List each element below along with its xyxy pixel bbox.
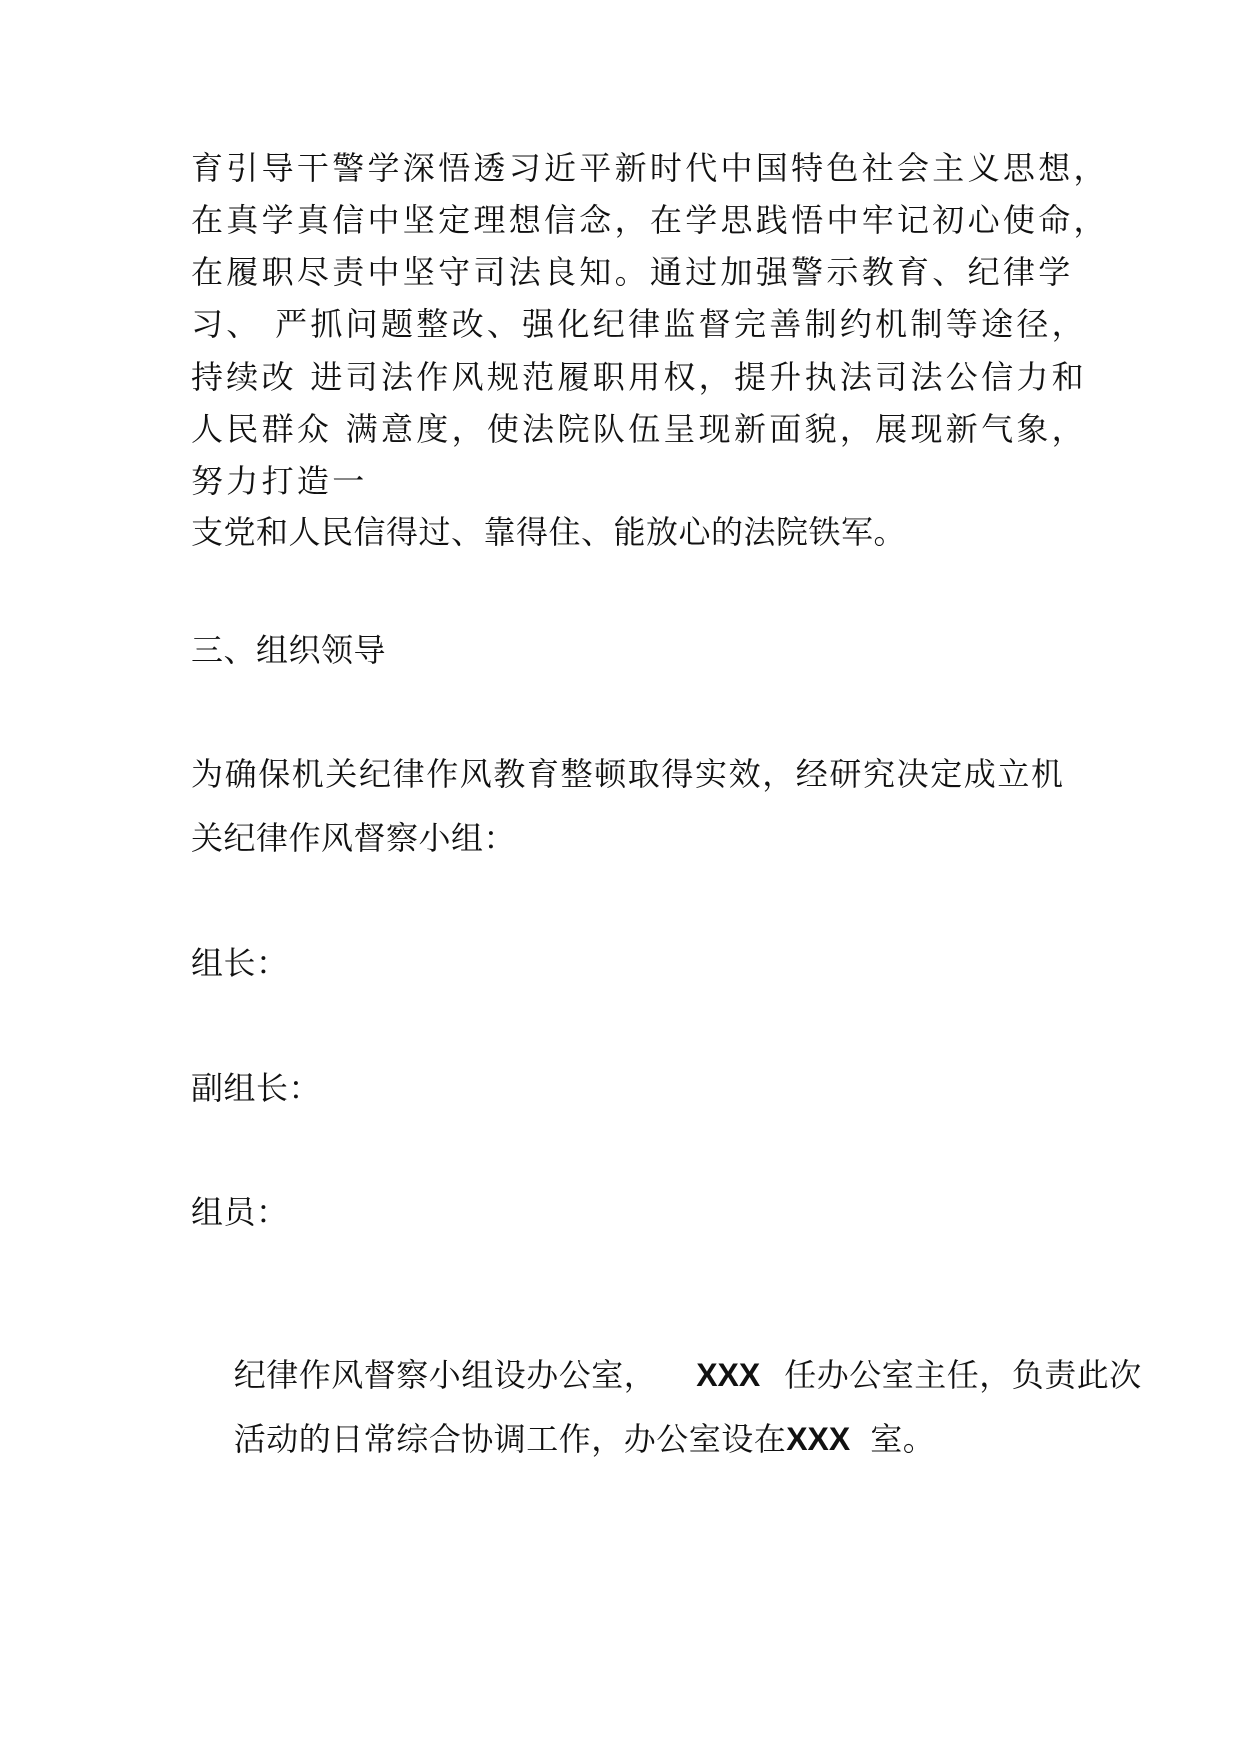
paragraph-line-3: 在履职尽责中坚守司法良知。通过加强警示教育、纪律学 (191, 253, 1074, 291)
paragraph-line-4: 习、 严抓问题整改、强化纪律监督完善制约机制等途径， (191, 305, 1087, 343)
group-leader-label: 组长： (191, 944, 289, 982)
paragraph-line-7: 努力打造一 (191, 462, 368, 500)
office-paragraph-line-2 (191, 1379, 935, 1499)
establish-paragraph-line-1: 为确保机关纪律作风教育整顿取得实效，经研究决定成立机 (191, 755, 1065, 793)
office-line-2-start: 活动的日常综合协调工作，办公室设在 (233, 1420, 787, 1458)
paragraph-line-2: 在真学真信中坚定理想信念，在学思践悟中牢记初心使命， (191, 201, 1109, 239)
office-line-2-end: 室。 (870, 1420, 936, 1458)
office-room-placeholder: XXX (786, 1421, 851, 1457)
section-heading: 三、组织领导 (191, 631, 387, 669)
paragraph-line-8: 支党和人民信得过、靠得住、能放心的法院铁军。 (191, 513, 907, 551)
establish-paragraph-line-2: 关纪律作风督察小组： (191, 819, 517, 857)
paragraph-line-5: 持续改 进司法作风规范履职用权，提升执法司法公信力和 (191, 358, 1087, 396)
members-label: 组员： (191, 1193, 289, 1231)
office-line-1-end: 任办公室主任，负责此次 (784, 1356, 1142, 1394)
paragraph-line-1: 育引导干警学深悟透习近平新时代中国特色社会主义思想， (191, 149, 1109, 187)
office-director-placeholder: XXX (696, 1357, 761, 1393)
deputy-leader-label: 副组长： (191, 1069, 322, 1107)
paragraph-line-6: 人民群众 满意度，使法院队伍呈现新面貌，展现新气象， (191, 410, 1087, 448)
office-line-1-start: 纪律作风督察小组设办公室， (233, 1356, 657, 1394)
